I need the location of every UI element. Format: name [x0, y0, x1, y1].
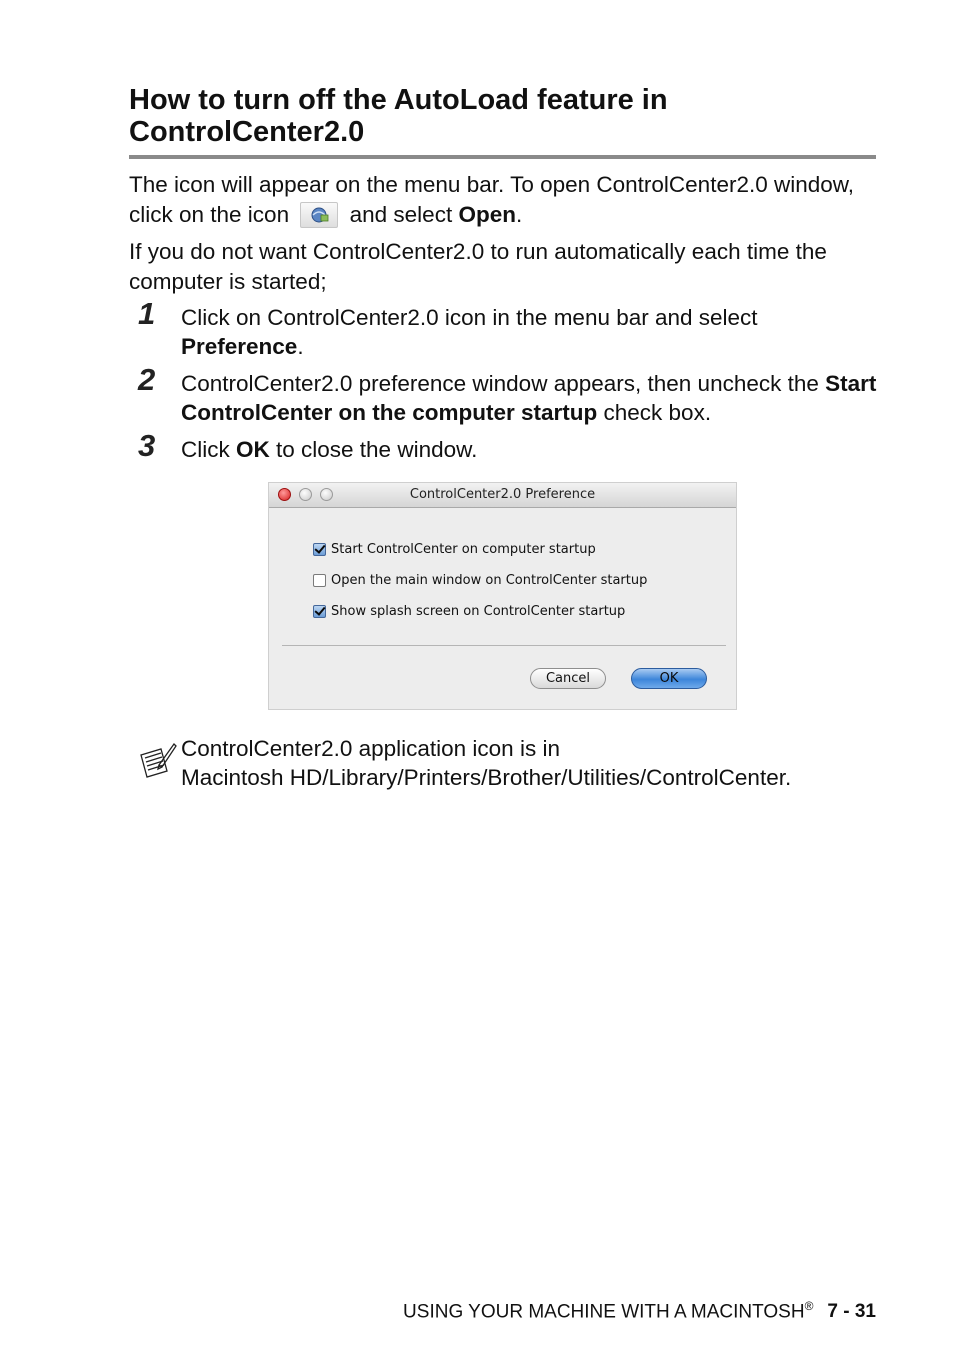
note-pencil-icon [137, 741, 177, 783]
step-text-bold: Preference [181, 334, 298, 359]
note-text [181, 734, 901, 792]
step-text-part: . [297, 334, 304, 359]
step-text [181, 303, 881, 361]
intro-open-label: Open [458, 202, 516, 227]
page-heading: How to turn off the AutoLoad feature in ControlCenter2.0 [129, 84, 668, 148]
step-number: 3 [138, 428, 156, 463]
intro-text: The icon will appear on the menu bar. To open ControlCenter2.0 window, click on the icon [129, 172, 855, 227]
step-text-part: Click on ControlCenter2.0 icon in the menu bar and select [181, 305, 758, 330]
step-text-part: Click [181, 437, 236, 462]
note-line-2: Macintosh HD/Library/Printers/Brother/Utilities/ControlCenter. [181, 765, 792, 790]
show-splash-checkbox[interactable] [313, 605, 326, 618]
dialog-titlebar[interactable] [269, 483, 736, 508]
step-text-part: check box. [597, 400, 712, 425]
ok-button[interactable]: OK [631, 668, 707, 689]
step-text-bold: OK [236, 437, 270, 462]
open-main-window-checkbox[interactable] [313, 574, 326, 587]
step-text-part: to close the window. [269, 437, 478, 462]
controlcenter-menubar-icon [300, 202, 338, 228]
step-text [181, 369, 881, 427]
step-number: 1 [138, 296, 156, 331]
option-label: Start ControlCenter on computer startup [331, 541, 596, 557]
intro-paragraph-2: If you do not want ControlCenter2.0 to run automatically each time the computer is started; [129, 239, 827, 294]
start-on-startup-option[interactable] [313, 540, 596, 558]
intro-text-end: . [515, 202, 523, 227]
footer-section: USING YOUR MACHINE WITH A MACINTOSH [403, 1301, 805, 1323]
page-number: 7 - 31 [827, 1301, 876, 1323]
intro-text-mid: and select [349, 202, 453, 227]
dialog-separator [282, 645, 726, 646]
step-text-bold: Start ControlCenter on the computer startup [181, 371, 877, 425]
cancel-button[interactable]: Cancel [530, 668, 606, 689]
show-splash-option[interactable] [313, 602, 625, 620]
note-line-1: ControlCenter2.0 application icon is in [181, 736, 560, 761]
dialog-title: ControlCenter2.0 Preference [409, 487, 596, 502]
intro-paragraph [129, 170, 889, 230]
preference-dialog [268, 482, 737, 710]
step-text [181, 435, 881, 464]
step-number: 2 [138, 362, 156, 397]
heading-rule [129, 155, 876, 159]
open-main-window-option[interactable] [313, 571, 647, 589]
page-footer [403, 1299, 876, 1323]
option-label: Open the main window on ControlCenter startup [331, 572, 648, 588]
registered-mark: ® [804, 1299, 814, 1313]
option-label: Show splash screen on ControlCenter startup [331, 603, 626, 619]
step-text-part: ControlCenter2.0 preference window appears, then uncheck the [181, 371, 826, 396]
start-on-startup-checkbox[interactable] [313, 543, 326, 556]
